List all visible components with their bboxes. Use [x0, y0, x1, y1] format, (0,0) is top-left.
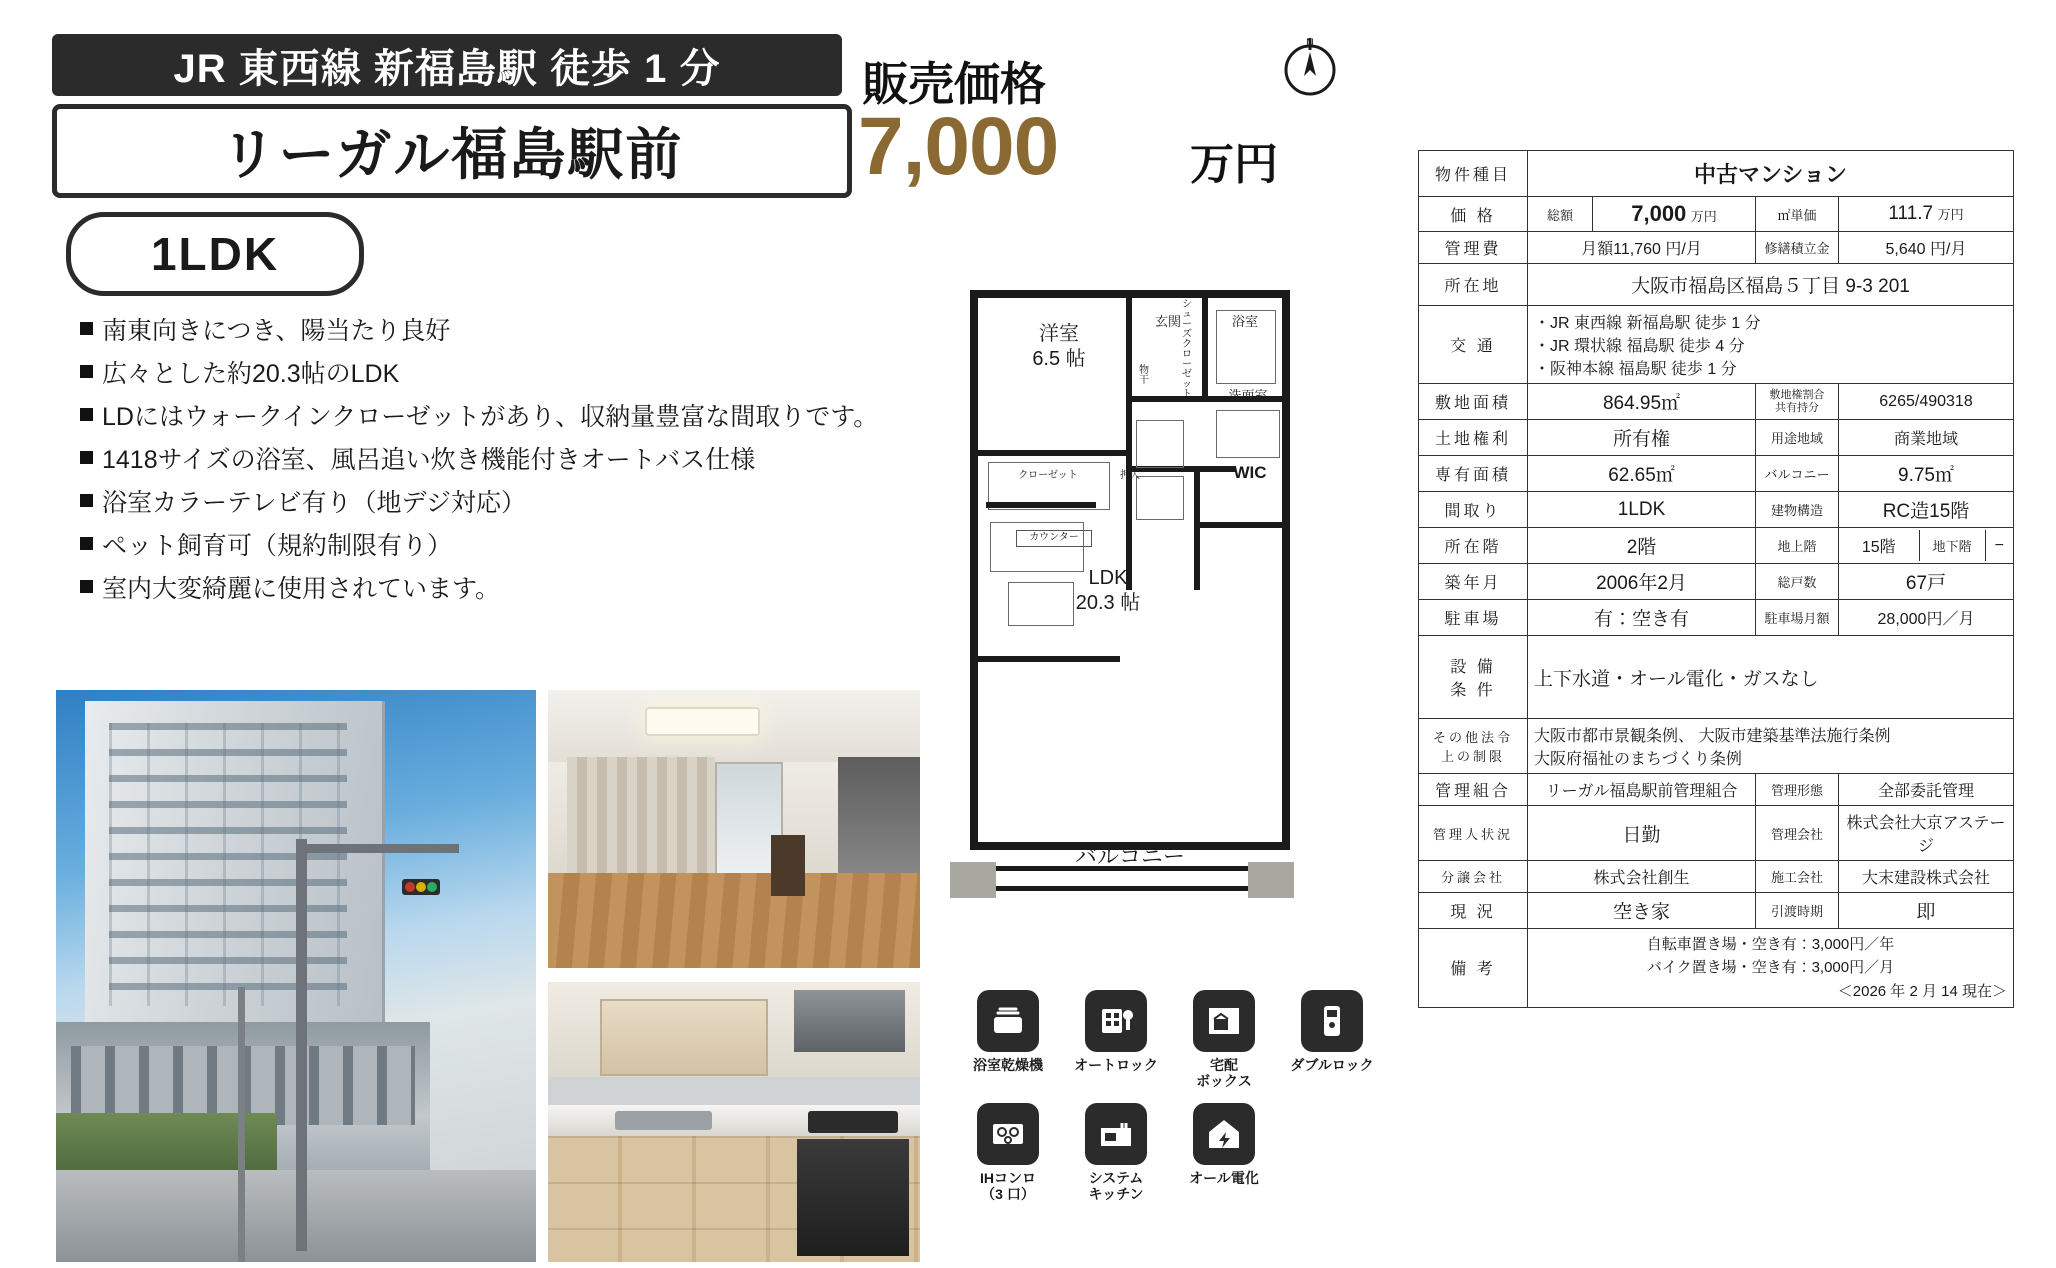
storage-fixture: [1136, 476, 1184, 520]
list-item: [80, 482, 880, 525]
price-label: 販売価格: [862, 58, 1046, 110]
building-name-text: リーガル福島駅前: [220, 123, 684, 186]
table-row: [1419, 264, 2014, 306]
feature-list: [80, 310, 880, 611]
floorplan-wall: [1126, 290, 1132, 590]
equipment-icon-strip: [965, 990, 1385, 1216]
equipment-item: [965, 1103, 1051, 1202]
equipment-item: [1181, 1103, 1267, 1202]
equipment-item: [1289, 990, 1375, 1089]
regulations-value: 大阪市都市景観条例、 大阪市建築基準法施行条例 大阪府福祉のまちづくり条例: [1528, 719, 2014, 774]
row-label: 管理費: [1419, 232, 1528, 264]
repair-fee-label: 修繕積立金: [1756, 232, 1839, 264]
ih-cooktop-icon: [977, 1103, 1039, 1165]
price-unit: 万円: [1190, 140, 1278, 189]
status-value: 空き家: [1528, 893, 1756, 929]
property-spec-table: [1418, 150, 2014, 1008]
room-label-washroom: 洗面室: [1228, 388, 1268, 403]
label-monohoshi: 物干: [1139, 365, 1149, 386]
list-item: [80, 439, 880, 482]
notes-value: [1528, 929, 2014, 1008]
equipment-row: [965, 1103, 1385, 1202]
feature-text: 南東向きにつき、陽当たり良好: [102, 317, 451, 345]
table-row: [1419, 564, 2014, 600]
price-total-value: 7,000 万円: [1593, 197, 1756, 232]
row-label: 敷地面積: [1419, 384, 1528, 420]
price-unit-label: ㎡単価: [1756, 197, 1839, 232]
room-label-bedroom: 洋室 6.5 帖: [1032, 323, 1086, 370]
equipment-item: [1181, 990, 1267, 1089]
equipment-label: IHコンロ （3 口）: [980, 1170, 1036, 1203]
entry-closet-fixture: [1136, 420, 1184, 468]
table-row: [1419, 456, 2014, 492]
structure-label: 建物構造: [1756, 492, 1839, 528]
station-access-text: JR 東西線 新福島駅 徒歩 1 分: [173, 46, 721, 91]
table-row: [1419, 384, 2014, 420]
room-label-entrance: 玄関: [1154, 314, 1181, 329]
table-row: [1419, 232, 2014, 264]
row-label: 交 通: [1419, 306, 1528, 384]
access-line: ・阪神本線 福島駅 徒歩 1 分: [1534, 361, 1737, 378]
list-item: [80, 525, 880, 568]
floors-cells: [1839, 528, 2014, 564]
label-oshiire: 押入: [1120, 470, 1140, 481]
built-value: 2006年2月: [1528, 564, 1756, 600]
note-line: バイク置き場・空き有：3,000円／月: [1646, 959, 1895, 977]
list-item: [80, 310, 880, 353]
equipment-item: [1073, 990, 1159, 1089]
structure-value: RC造15階: [1839, 492, 2014, 528]
equipment-row: [965, 990, 1385, 1089]
compass-icon: [1278, 36, 1342, 100]
row-label: 現 況: [1419, 893, 1528, 929]
floors-below-value: −: [1994, 536, 2005, 554]
equipment-label: 浴室乾燥機: [973, 1057, 1043, 1073]
equipment-label: 宅配 ボックス: [1196, 1057, 1252, 1090]
row-label: 土地権利: [1419, 420, 1528, 456]
row-label: 分譲会社: [1419, 861, 1528, 893]
photo-kitchen: [548, 982, 920, 1262]
row-label: 駐車場: [1419, 600, 1528, 636]
table-row: [1419, 528, 2014, 564]
floorplan-wall: [970, 656, 1120, 662]
row-label: 管理人状況: [1419, 806, 1528, 861]
bullet-icon: [80, 451, 93, 464]
bullet-icon: [80, 408, 93, 421]
floors-above-value: 15階: [1861, 539, 1896, 556]
row-label: 備 考: [1419, 929, 1528, 1008]
table-row: [1419, 774, 2014, 806]
bullet-icon: [80, 580, 93, 593]
equipment-item: [1073, 1103, 1159, 1202]
equipment-label: オール電化: [1189, 1170, 1259, 1187]
feature-text: ペット飼育可（規約制限有り）: [102, 532, 453, 560]
layout-badge-text: 1LDK: [150, 228, 280, 280]
builder-label: 施工会社: [1756, 861, 1839, 893]
row-label: 設 備 条 件: [1419, 636, 1528, 719]
system-kitchen-icon: [1085, 1103, 1147, 1165]
management-fee-value: 月額11,760 円/月: [1528, 232, 1756, 264]
bullet-icon: [80, 537, 93, 550]
room-label-balcony: バルコニー: [1075, 844, 1186, 869]
balcony-rail: [970, 886, 1290, 891]
feature-text: 広々とした約20.3帖のLDK: [102, 360, 400, 388]
station-access-bar: [52, 34, 842, 96]
table-row: [1419, 861, 2014, 893]
kitchen-counter-wall: [986, 502, 1096, 508]
room-label-bath: 浴室: [1231, 314, 1258, 329]
table-row: [1419, 600, 2014, 636]
price-unit-value: 111.7 万円: [1839, 197, 2014, 232]
table-row: [1419, 929, 2014, 1008]
label-counter: カウンター: [1016, 530, 1092, 547]
balcony-value: 9.75㎡: [1839, 456, 2014, 492]
table-row: [1419, 806, 2014, 861]
parking-fee-value: 28,000円／月: [1839, 600, 2014, 636]
note-line: 自転車置き場・空き有：3,000円／年: [1646, 936, 1895, 953]
feature-text: 浴室カラーテレビ有り（地デジ対応）: [102, 489, 527, 517]
list-item: [80, 396, 880, 439]
feature-text: 1418サイズの浴室、風呂追い炊き機能付きオートバス仕様: [102, 446, 756, 474]
svg-text:N: N: [1306, 37, 1314, 49]
handover-label: 引渡時期: [1756, 893, 1839, 929]
manager-value: 日勤: [1528, 806, 1756, 861]
all-electric-icon: [1193, 1103, 1255, 1165]
row-label: 専有面積: [1419, 456, 1528, 492]
feature-text: 室内大変綺麗に使用されています。: [102, 575, 501, 603]
table-row: [1419, 719, 2014, 774]
zone-label: 用途地域: [1756, 420, 1839, 456]
builder-value: 大末建設株式会社: [1839, 861, 2014, 893]
assoc-value: リーガル福島駅前管理組合: [1528, 774, 1756, 806]
row-label: その他法令 上の制限: [1419, 719, 1528, 774]
price-value: 7,000: [858, 101, 1059, 192]
label-shoe-closet: シューズクローゼット: [1182, 299, 1192, 400]
floorplan: [930, 270, 1360, 910]
exclusive-area-value: 62.65㎡: [1528, 456, 1756, 492]
note-date: ＜2026 年 2 月 14 現在＞: [1837, 982, 2007, 1000]
assoc-form-label: 管理形態: [1756, 774, 1839, 806]
property-type-value: 中古マンション: [1528, 151, 2014, 197]
land-share-label: 敷地権割合 共有持分: [1756, 384, 1839, 420]
photo-living-room: [548, 690, 920, 968]
parking-fee-label: 駐車場月額: [1756, 600, 1839, 636]
total-units-label: 総戸数: [1756, 564, 1839, 600]
row-label: 所在地: [1419, 264, 1528, 306]
access-line: ・JR 東西線 新福島駅 徒歩 1 分: [1534, 315, 1761, 332]
room-label-wic: WIC: [1233, 463, 1267, 482]
layout-badge: [66, 212, 364, 296]
table-row: [1419, 420, 2014, 456]
zone-value: 商業地域: [1839, 420, 2014, 456]
building-name: [52, 104, 852, 198]
photo-exterior: [56, 690, 536, 1262]
address-value: 大阪市福島区福島５丁目 9-3 201: [1528, 264, 2014, 306]
parking-value: 有：空き有: [1528, 600, 1756, 636]
floors-below-label: 地下階: [1919, 530, 1985, 561]
handover-value: 即: [1839, 893, 2014, 929]
management-company-value: 株式会社大京アステージ: [1839, 806, 2014, 861]
row-label: 価 格: [1419, 197, 1528, 232]
floorplan-wall: [1202, 290, 1208, 402]
repair-fee-value: 5,640 円/月: [1839, 232, 2014, 264]
assoc-form-value: 全部委託管理: [1839, 774, 2014, 806]
access-value: [1528, 306, 2014, 384]
table-row: [1419, 197, 2014, 232]
row-label: 物件種目: [1419, 151, 1528, 197]
floorplan-wall: [1194, 466, 1200, 590]
floorplan-wall: [1194, 522, 1290, 528]
label-closet: クローゼット: [1018, 470, 1078, 481]
balcony-label: バルコニー: [1756, 456, 1839, 492]
bullet-icon: [80, 322, 93, 335]
table-row: [1419, 893, 2014, 929]
price-total-label: 総額: [1528, 197, 1593, 232]
management-company-label: 管理会社: [1756, 806, 1839, 861]
bullet-icon: [80, 365, 93, 378]
list-item: [80, 353, 880, 396]
land-share-value: 6265/490318: [1839, 384, 2014, 420]
table-row: [1419, 151, 2014, 197]
row-label: 所在階: [1419, 528, 1528, 564]
row-label: 間取り: [1419, 492, 1528, 528]
floor-value: 2階: [1528, 528, 1756, 564]
equipment-label: オートロック: [1074, 1057, 1158, 1073]
double-lock-icon: [1301, 990, 1363, 1052]
seller-value: 株式会社創生: [1528, 861, 1756, 893]
room-label-ldk: LDK 20.3 帖: [1075, 567, 1141, 614]
table-row: [1419, 306, 2014, 384]
feature-text: LDにはウォークインクローゼットがあり、収納量豊富な間取りです。: [102, 403, 879, 431]
row-label: 築年月: [1419, 564, 1528, 600]
floorplan-wall: [970, 290, 978, 850]
floorplan-wall: [970, 450, 1130, 456]
row-label: 管理組合: [1419, 774, 1528, 806]
floorplan-wall: [1282, 290, 1290, 850]
equipment-item: [965, 990, 1051, 1089]
bath-dryer-icon: [977, 990, 1039, 1052]
access-line: ・JR 環状線 福島駅 徒歩 4 分: [1534, 338, 1745, 355]
equipment-label: システム キッチン: [1088, 1170, 1144, 1203]
bullet-icon: [80, 494, 93, 507]
washbasin-fixture: [1216, 410, 1280, 458]
land-area-value: 864.95㎡: [1528, 384, 1756, 420]
land-right-value: 所有権: [1528, 420, 1756, 456]
auto-lock-icon: [1085, 990, 1147, 1052]
equipment-label: ダブルロック: [1290, 1057, 1374, 1073]
table-row: [1419, 636, 2014, 719]
facilities-value: 上下水道・オール電化・ガスなし: [1528, 636, 2014, 719]
balcony-pillar: [1248, 862, 1294, 898]
floors-above-label: 地上階: [1756, 528, 1839, 564]
total-units-value: 67戸: [1839, 564, 2014, 600]
balcony-pillar: [950, 862, 996, 898]
table-row: [1419, 492, 2014, 528]
layout-value: 1LDK: [1528, 492, 1756, 528]
delivery-box-icon: [1193, 990, 1255, 1052]
list-item: [80, 568, 880, 611]
